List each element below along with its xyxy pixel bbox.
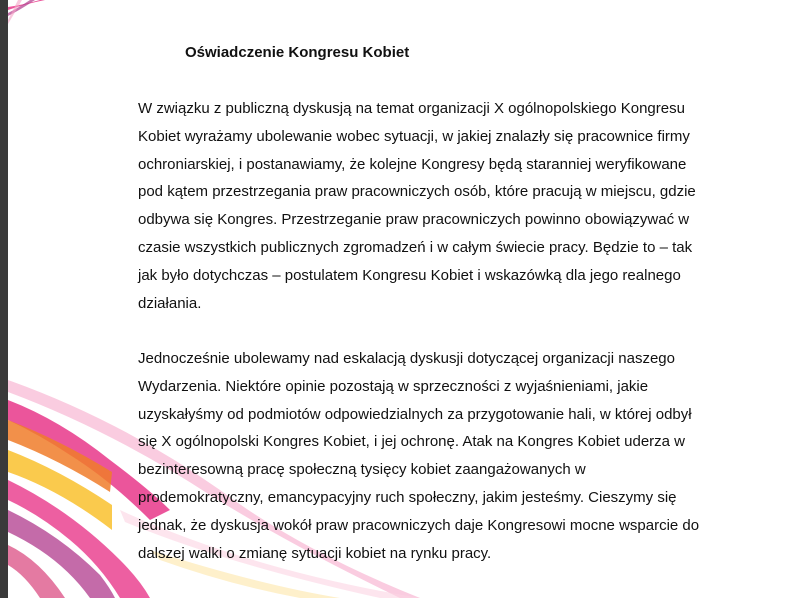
text-line: Jednocześnie ubolewamy nad eskalacją dyskusji dotyczącej organizacji naszego [138,350,675,367]
text-line: ochroniarskiej, i postanawiamy, że kolejne Kongresy będą staranniej weryfikowane [138,155,687,173]
text-line: prodemokratyczny, emancypacyjny ruch społeczny, jakim jesteśmy. Cieszymy się [138,488,677,506]
text-line: jednak, że dyskusja wokół praw pracowniczych daje Kongresowi mocne wsparcie do [138,516,700,534]
paragraph-2 [138,345,758,567]
text-line: odbywa się Kongres. Przestrzeganie praw pracowniczych powinno obowiązywać w [138,211,690,229]
text-line: pod kątem przestrzegania praw pracowniczych osób, które pracują w miejscu, gdzie [138,183,696,201]
text-line: W związku z publiczną dyskusją na temat organizacji X ogólnopolskiego Kongresu [138,100,685,117]
text-line: działania. [138,294,202,312]
decorative-stripes-top [0,0,60,40]
text-line: dalszej walki o zmianę sytuacji kobiet na rynku pracy. [138,544,492,562]
text-line: czasie wszystkich publicznych zgromadzeń i w całym świecie pracy. Będzie to – tak [138,238,693,256]
text-line: uzyskałyśmy od podmiotów odpowiedzialnych za przygotowanie hali, w której odbył [138,405,692,423]
text-line: jak było dotychczas – postulatem Kongresu Kobiet i wskazówką dla jego realnego [138,266,681,284]
text-line: Wydarzenia. Niektóre opinie pozostają w sprzeczności z wyjaśnieniami, jakie [138,377,649,395]
text-line: się X ogólnopolski Kongres Kobiet, i jej ochronę. Atak na Kongres Kobiet uderza w [138,433,686,451]
text-line: bezinteresowną pracę społeczną tysięcy kobiet zaangażowanych w [138,461,586,479]
paragraph-1 [138,95,758,317]
document-title: Oświadczenie Kongresu Kobiet [185,44,410,61]
text-line: Kobiet wyrażamy ubolewanie wobec sytuacji, w jakiej znalazły się pracownice firmy [138,127,690,145]
